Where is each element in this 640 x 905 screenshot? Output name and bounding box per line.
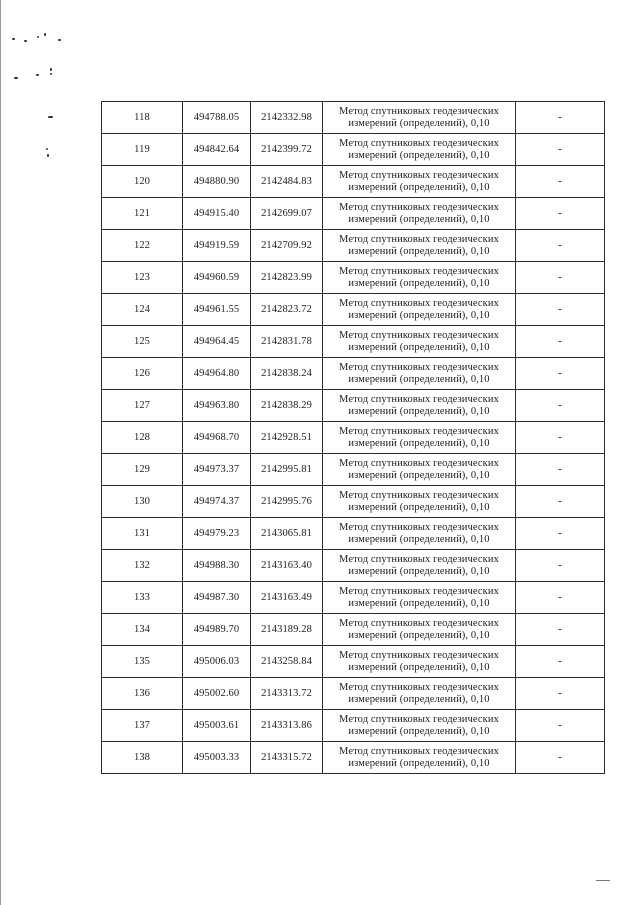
table-row [102, 134, 605, 166]
description-cell: - [516, 390, 605, 422]
y-coordinate-cell: 2143258.84 [251, 646, 323, 678]
description-cell: - [516, 614, 605, 646]
point-number-cell: 138 [102, 742, 183, 774]
method-text-line-2: измерений (определений), 0,10 [348, 469, 490, 481]
point-number-cell: 134 [102, 614, 183, 646]
y-coordinate-cell: 2143313.72 [251, 678, 323, 710]
description-cell: - [516, 262, 605, 294]
method-text-line-2: измерений (определений), 0,10 [348, 405, 490, 417]
table-row [102, 422, 605, 454]
point-number-cell: 135 [102, 646, 183, 678]
method-text-line-2: измерений (определений), 0,10 [348, 725, 490, 737]
method-text-line-1: Метод спутниковых геодезических [339, 585, 499, 597]
x-coordinate-cell: 494960.59 [183, 262, 251, 294]
scan-speck [58, 39, 61, 41]
x-coordinate-cell: 494987.30 [183, 582, 251, 614]
method-cell [323, 166, 516, 198]
x-coordinate-cell: 494842.64 [183, 134, 251, 166]
scan-speck [50, 68, 52, 71]
description-cell: - [516, 582, 605, 614]
method-text-line-2: измерений (определений), 0,10 [348, 245, 490, 257]
method-text-line-2: измерений (определений), 0,10 [348, 597, 490, 609]
description-cell: - [516, 646, 605, 678]
method-cell [323, 230, 516, 262]
y-coordinate-cell: 2143315.72 [251, 742, 323, 774]
description-cell: - [516, 518, 605, 550]
table-row [102, 358, 605, 390]
table-row [102, 454, 605, 486]
point-number-cell: 130 [102, 486, 183, 518]
table-row [102, 390, 605, 422]
method-text-line-1: Метод спутниковых геодезических [339, 425, 499, 437]
description-cell: - [516, 326, 605, 358]
description-cell: - [516, 102, 605, 134]
method-text-line-2: измерений (определений), 0,10 [348, 117, 490, 129]
method-text-line-2: измерений (определений), 0,10 [348, 693, 490, 705]
table-row [102, 678, 605, 710]
x-coordinate-cell: 494974.37 [183, 486, 251, 518]
table-row [102, 230, 605, 262]
y-coordinate-cell: 2142831.78 [251, 326, 323, 358]
table-row [102, 326, 605, 358]
method-text-line-2: измерений (определений), 0,10 [348, 533, 490, 545]
point-number-cell: 128 [102, 422, 183, 454]
x-coordinate-cell: 495003.61 [183, 710, 251, 742]
method-text-line-2: измерений (определений), 0,10 [348, 437, 490, 449]
y-coordinate-cell: 2143163.40 [251, 550, 323, 582]
table-row [102, 614, 605, 646]
point-number-cell: 133 [102, 582, 183, 614]
method-text-line-2: измерений (определений), 0,10 [348, 181, 490, 193]
table-row [102, 646, 605, 678]
scan-speck [37, 36, 39, 38]
method-cell [323, 710, 516, 742]
method-text-line-1: Метод спутниковых геодезических [339, 617, 499, 629]
y-coordinate-cell: 2142399.72 [251, 134, 323, 166]
x-coordinate-cell: 494964.80 [183, 358, 251, 390]
coordinates-table-body [102, 102, 605, 774]
scan-speck [44, 33, 46, 36]
method-text-line-2: измерений (определений), 0,10 [348, 757, 490, 769]
x-coordinate-cell: 494989.70 [183, 614, 251, 646]
method-text-line-1: Метод спутниковых геодезических [339, 521, 499, 533]
scan-speck [12, 38, 15, 40]
y-coordinate-cell: 2143163.49 [251, 582, 323, 614]
x-coordinate-cell: 494988.30 [183, 550, 251, 582]
page-footer-mark [596, 880, 610, 881]
x-coordinate-cell: 494964.45 [183, 326, 251, 358]
method-text-line-2: измерений (определений), 0,10 [348, 309, 490, 321]
y-coordinate-cell: 2142332.98 [251, 102, 323, 134]
point-number-cell: 127 [102, 390, 183, 422]
method-text-line-2: измерений (определений), 0,10 [348, 565, 490, 577]
description-cell: - [516, 166, 605, 198]
scan-speck [46, 148, 48, 150]
x-coordinate-cell: 494979.23 [183, 518, 251, 550]
table-row [102, 166, 605, 198]
method-text-line-1: Метод спутниковых геодезических [339, 713, 499, 725]
method-text-line-2: измерений (определений), 0,10 [348, 501, 490, 513]
scan-speck [47, 154, 49, 157]
x-coordinate-cell: 495006.03 [183, 646, 251, 678]
method-cell [323, 742, 516, 774]
method-text-line-1: Метод спутниковых геодезических [339, 649, 499, 661]
table-row [102, 550, 605, 582]
y-coordinate-cell: 2142823.72 [251, 294, 323, 326]
description-cell: - [516, 358, 605, 390]
point-number-cell: 136 [102, 678, 183, 710]
description-cell: - [516, 422, 605, 454]
x-coordinate-cell: 494961.55 [183, 294, 251, 326]
description-cell: - [516, 550, 605, 582]
scan-speck [50, 73, 52, 75]
table-row [102, 518, 605, 550]
point-number-cell: 129 [102, 454, 183, 486]
point-number-cell: 125 [102, 326, 183, 358]
y-coordinate-cell: 2142484.83 [251, 166, 323, 198]
point-number-cell: 118 [102, 102, 183, 134]
description-cell: - [516, 486, 605, 518]
method-text-line-1: Метод спутниковых геодезических [339, 201, 499, 213]
method-cell [323, 422, 516, 454]
point-number-cell: 124 [102, 294, 183, 326]
method-text-line-2: измерений (определений), 0,10 [348, 277, 490, 289]
x-coordinate-cell: 494963.80 [183, 390, 251, 422]
y-coordinate-cell: 2143313.86 [251, 710, 323, 742]
method-cell [323, 326, 516, 358]
table-row [102, 742, 605, 774]
method-cell [323, 550, 516, 582]
description-cell: - [516, 134, 605, 166]
method-text-line-1: Метод спутниковых геодезических [339, 393, 499, 405]
method-cell [323, 262, 516, 294]
point-number-cell: 126 [102, 358, 183, 390]
table-row [102, 294, 605, 326]
method-text-line-2: измерений (определений), 0,10 [348, 629, 490, 641]
table-row [102, 710, 605, 742]
method-text-line-2: измерений (определений), 0,10 [348, 149, 490, 161]
method-text-line-2: измерений (определений), 0,10 [348, 661, 490, 673]
method-text-line-1: Метод спутниковых геодезических [339, 457, 499, 469]
table-row [102, 198, 605, 230]
method-cell [323, 294, 516, 326]
x-coordinate-cell: 495003.33 [183, 742, 251, 774]
method-text-line-1: Метод спутниковых геодезических [339, 745, 499, 757]
y-coordinate-cell: 2142709.92 [251, 230, 323, 262]
coordinates-table [101, 101, 605, 774]
scan-speck [36, 74, 39, 76]
method-text-line-1: Метод спутниковых геодезических [339, 233, 499, 245]
table-row [102, 102, 605, 134]
table-row [102, 486, 605, 518]
point-number-cell: 120 [102, 166, 183, 198]
method-cell [323, 614, 516, 646]
description-cell: - [516, 710, 605, 742]
method-text-line-1: Метод спутниковых геодезических [339, 489, 499, 501]
scan-speck [48, 116, 53, 118]
description-cell: - [516, 678, 605, 710]
y-coordinate-cell: 2142995.81 [251, 454, 323, 486]
point-number-cell: 119 [102, 134, 183, 166]
method-cell [323, 582, 516, 614]
method-text-line-1: Метод спутниковых геодезических [339, 137, 499, 149]
method-cell [323, 486, 516, 518]
description-cell: - [516, 230, 605, 262]
method-text-line-1: Метод спутниковых геодезических [339, 265, 499, 277]
y-coordinate-cell: 2142928.51 [251, 422, 323, 454]
method-text-line-2: измерений (определений), 0,10 [348, 213, 490, 225]
x-coordinate-cell: 495002.60 [183, 678, 251, 710]
x-coordinate-cell: 494919.59 [183, 230, 251, 262]
description-cell: - [516, 198, 605, 230]
method-cell [323, 518, 516, 550]
y-coordinate-cell: 2142699.07 [251, 198, 323, 230]
description-cell: - [516, 454, 605, 486]
method-text-line-1: Метод спутниковых геодезических [339, 681, 499, 693]
method-text-line-1: Метод спутниковых геодезических [339, 105, 499, 117]
point-number-cell: 123 [102, 262, 183, 294]
method-cell [323, 358, 516, 390]
y-coordinate-cell: 2142838.24 [251, 358, 323, 390]
scan-speck [14, 77, 18, 79]
point-number-cell: 137 [102, 710, 183, 742]
scan-speck [24, 40, 27, 42]
method-cell [323, 678, 516, 710]
description-cell: - [516, 294, 605, 326]
point-number-cell: 131 [102, 518, 183, 550]
y-coordinate-cell: 2143189.28 [251, 614, 323, 646]
x-coordinate-cell: 494973.37 [183, 454, 251, 486]
method-cell [323, 454, 516, 486]
x-coordinate-cell: 494880.90 [183, 166, 251, 198]
y-coordinate-cell: 2142823.99 [251, 262, 323, 294]
y-coordinate-cell: 2142995.76 [251, 486, 323, 518]
y-coordinate-cell: 2143065.81 [251, 518, 323, 550]
x-coordinate-cell: 494915.40 [183, 198, 251, 230]
method-cell [323, 102, 516, 134]
method-cell [323, 390, 516, 422]
description-cell: - [516, 742, 605, 774]
method-text-line-1: Метод спутниковых геодезических [339, 361, 499, 373]
method-text-line-1: Метод спутниковых геодезических [339, 169, 499, 181]
method-cell [323, 198, 516, 230]
method-text-line-2: измерений (определений), 0,10 [348, 341, 490, 353]
method-text-line-1: Метод спутниковых геодезических [339, 553, 499, 565]
method-text-line-1: Метод спутниковых геодезических [339, 297, 499, 309]
method-cell [323, 646, 516, 678]
method-cell [323, 134, 516, 166]
method-text-line-1: Метод спутниковых геодезических [339, 329, 499, 341]
table-row [102, 262, 605, 294]
table-row [102, 582, 605, 614]
y-coordinate-cell: 2142838.29 [251, 390, 323, 422]
point-number-cell: 132 [102, 550, 183, 582]
x-coordinate-cell: 494788.05 [183, 102, 251, 134]
page-left-edge [0, 0, 1, 905]
point-number-cell: 122 [102, 230, 183, 262]
point-number-cell: 121 [102, 198, 183, 230]
method-text-line-2: измерений (определений), 0,10 [348, 373, 490, 385]
x-coordinate-cell: 494968.70 [183, 422, 251, 454]
